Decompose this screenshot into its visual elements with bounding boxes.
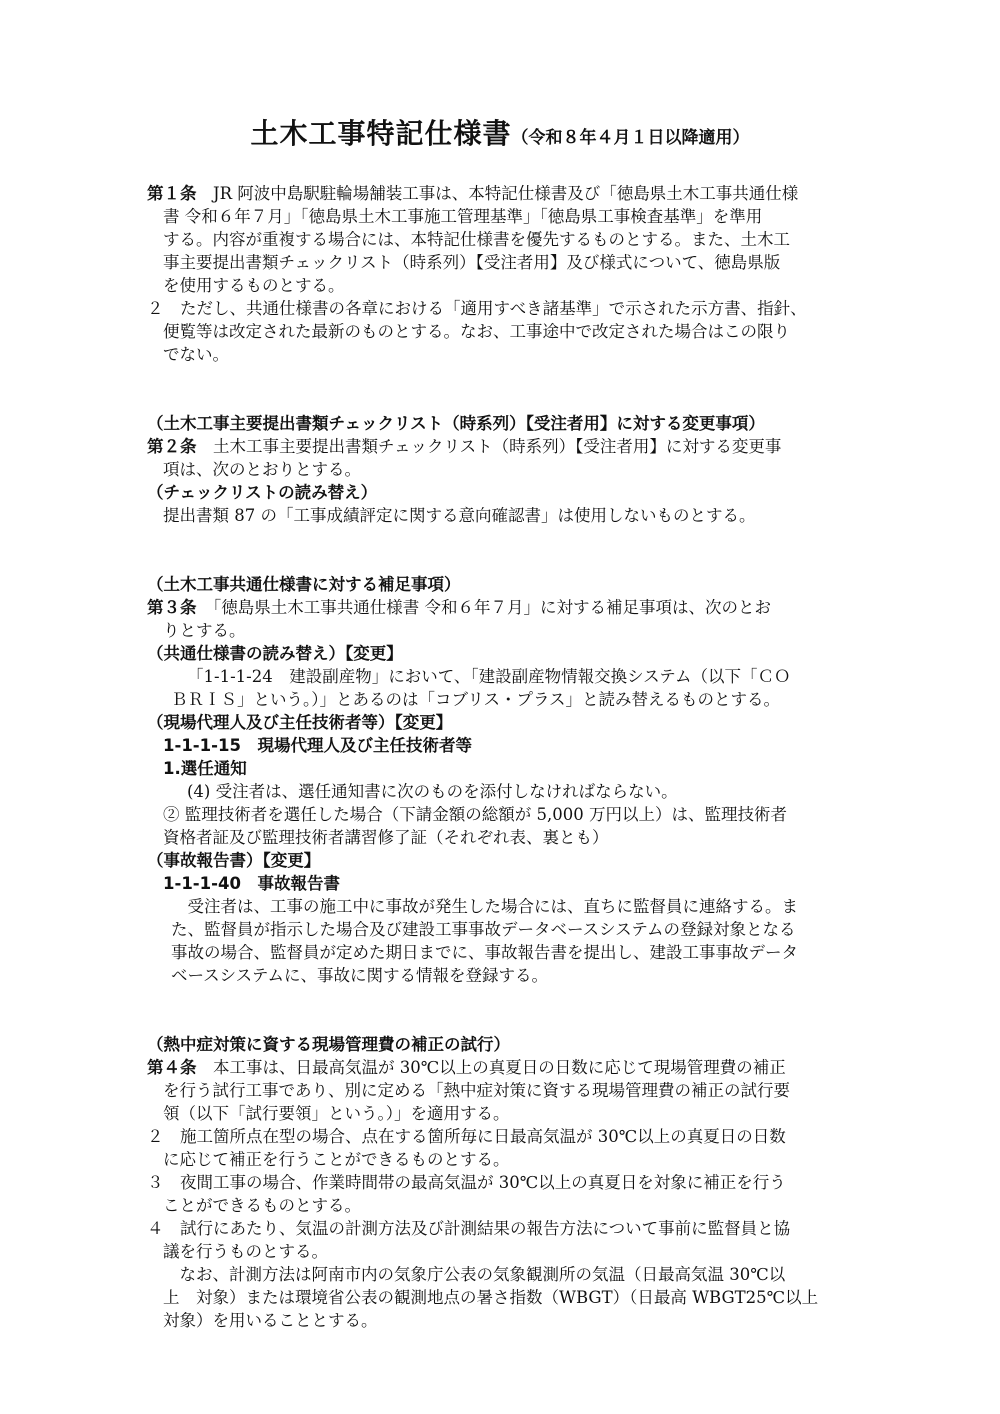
article-3-line: 第３条 「徳島県土木工事共通仕様書 令和６年７月」に対する補足事項は、次のとお <box>147 598 771 617</box>
spec-reading-text: ＢＲＩＳ」という。）」とあるのは「コブリス・プラス」と読み替えるものとする。 <box>171 690 781 709</box>
article-1-para-2: でない。 <box>163 345 229 364</box>
checklist-heading: （チェックリストの読み替え） <box>147 483 378 502</box>
article-2-line: 項は、次のとおりとする。 <box>163 460 361 479</box>
article-4-para-2: に応じて補正を行うことができるものとする。 <box>163 1150 510 1169</box>
document-title <box>0 117 1000 150</box>
article-4-para-4: ４ 試行にあたり、気温の計測方法及び計測結果の報告方法について事前に監督員と協 <box>147 1219 791 1238</box>
article-1-line: する。内容が重複する場合には、本特記仕様書を優先するものとする。また、土木工 <box>163 230 790 249</box>
site-agent-item: 1.選任通知 <box>163 759 247 778</box>
title-applicability: （令和８年４月１日以降適用） <box>511 128 750 148</box>
article-1-para-2: 便覧等は改定された最新のものとする。なお、工事途中で改定された場合はこの限り <box>163 322 790 341</box>
article-4-para-2: ２ 施工箇所点在型の場合、点在する箇所毎に日最高気温が 30℃以上の真夏日の日数 <box>147 1127 786 1146</box>
site-agent-heading: （現場代理人及び主任技術者等）【変更】 <box>147 713 453 732</box>
article-2-heading: （土木工事主要提出書類チェックリスト（時系列）【受注者用】に対する変更事項） <box>147 414 765 433</box>
article-4-para-3: ことができるものとする。 <box>163 1196 361 1215</box>
article-2-line: 第２条 土木工事主要提出書類チェックリスト（時系列）【受注者用】に対する変更事 <box>147 437 782 456</box>
article-2-label: 第２条 <box>147 437 197 456</box>
article-3-line: りとする。 <box>163 621 246 640</box>
article-1-line: 事主要提出書類チェックリスト（時系列）【受注者用】及び様式について、徳島県版 <box>163 253 781 272</box>
article-4-line: 領（以下「試行要領」という。）」を適用する。 <box>163 1104 510 1123</box>
article-3-label: 第３条 <box>147 598 197 617</box>
spec-reading-heading: （共通仕様書の読み替え）【変更】 <box>147 644 403 663</box>
checklist-text: 提出書類 87 の「工事成績評定に関する意向確認書」は使用しないものとする。 <box>163 506 756 525</box>
site-agent-section: 1-1-1-15 現場代理人及び主任技術者等 <box>163 736 472 755</box>
spacer <box>147 987 847 1010</box>
document-body <box>147 182 847 1332</box>
spacer <box>147 366 847 389</box>
article-4-line: を行う試行工事であり、別に定める「熱中症対策に資する現場管理費の補正の試行要 <box>163 1081 790 1100</box>
accident-report-text: 受注者は、工事の施工中に事故が発生した場合には、直ちに監督員に連絡する。ま <box>171 897 798 916</box>
spacer <box>147 389 847 412</box>
article-4-para-4: 上 対象）または環境省公表の観測地点の暑さ指数（WBGT）（日最高 WBGT25℃以上 <box>163 1288 819 1307</box>
accident-report-section: 1-1-1-40 事故報告書 <box>163 874 340 893</box>
article-1-label: 第１条 <box>147 184 197 203</box>
spec-reading-text: 「1-1-1-24 建設副産物」において、「建設副産物情報交換システム（以下「ＣＯ <box>187 667 791 686</box>
accident-report-heading: （事故報告書）【変更】 <box>147 851 321 870</box>
article-4-para-4: なお、計測方法は阿南市内の気象庁公表の気象観測所の気温（日最高気温 30℃以 <box>163 1265 786 1284</box>
article-1-line: 第１条 JR 阿波中島駅駐輪場舗装工事は、本特記仕様書及び「徳島県土木工事共通仕様 <box>147 184 799 203</box>
site-agent-text: ② 監理技術者を選任した場合（下請金額の総額が 5,000 万円以上）は、監理技術者 <box>163 805 787 824</box>
spacer <box>147 1010 847 1033</box>
spacer <box>147 550 847 573</box>
spacer <box>147 527 847 550</box>
article-4-para-4: 対象）を用いることとする。 <box>163 1311 378 1330</box>
article-4-para-3: ３ 夜間工事の場合、作業時間帯の最高気温が 30℃以上の真夏日を対象に補正を行う <box>147 1173 786 1192</box>
title-main: 土木工事特記仕様書 <box>250 117 512 150</box>
article-4-heading: （熱中症対策に資する現場管理費の補正の試行） <box>147 1035 510 1054</box>
site-agent-text: (4) 受注者は、選任通知書に次のものを添付しなければならない。 <box>187 782 678 801</box>
accident-report-text: た、監督員が指示した場合及び建設工事事故データベースシステムの登録対象となる <box>171 920 796 939</box>
article-1-line: 書 令和６年７月」「徳島県土木工事施工管理基準」「徳島県工事検査基準」を準用 <box>163 207 763 226</box>
article-3-heading: （土木工事共通仕様書に対する補足事項） <box>147 575 461 594</box>
site-agent-text: 資格者証及び監理技術者講習修了証（それぞれ表、裏とも） <box>163 828 609 847</box>
article-1-line: を使用するものとする。 <box>163 276 345 295</box>
article-4-label: 第４条 <box>147 1058 197 1077</box>
article-4-line: 第４条 本工事は、日最高気温が 30℃以上の真夏日の日数に応じて現場管理費の補正 <box>147 1058 786 1077</box>
accident-report-text: ベースシステムに、事故に関する情報を登録する。 <box>171 966 549 985</box>
article-1-para-2: ２ ただし、共通仕様書の各章における「適用すべき諸基準」で示された示方書、指針、 <box>147 299 807 318</box>
accident-report-text: 事故の場合、監督員が定めた期日までに、事故報告書を提出し、建設工事事故データ <box>171 943 798 962</box>
article-4-para-4: 議を行うものとする。 <box>163 1242 328 1261</box>
